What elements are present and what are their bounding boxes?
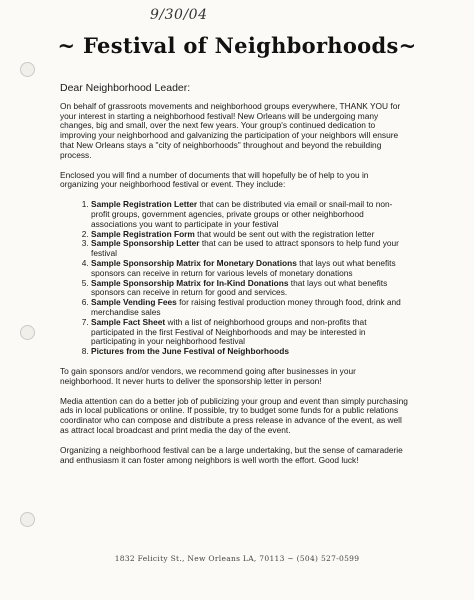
item-title: Sample Sponsorship Letter (91, 238, 200, 249)
binder-hole (20, 512, 35, 527)
binder-hole (20, 325, 35, 340)
sponsors-paragraph: To gain sponsors and/or vendors, we recommend going after businesses in your neighborhood. It never hurts to deliver the sponsorship letter in person! (60, 365, 356, 386)
item-title: Sample Sponsorship Matrix for Monetary Donations (91, 257, 297, 268)
closing-paragraph: Organizing a neighborhood festival can be a large undertaking, but the sense of camaraderie and enthusiasm it can foster among neighbors is well worth the effort. Good luck! (60, 444, 403, 465)
media-paragraph: Media attention can do a better job of publicizing your group and event than simply purchasing ads in local publications or online. If possible, try to budget some funds for a public relations coordinator who can compose and distribute a press release in advance of the event, as well as attract local broadcast and print media the day of the event. (60, 395, 408, 435)
item-description: that lays out what benefits sponsors can receive in return for various levels of monetary donations (91, 257, 396, 278)
salutation: Dear Neighborhood Leader: (60, 82, 191, 94)
list-item (91, 279, 408, 299)
item-title: Pictures from the June Festival of Neighborhoods (91, 346, 289, 357)
letterhead-title: ~ Festival of Neighborhoods~ (57, 33, 417, 58)
list-item (91, 298, 408, 318)
item-title: Sample Fact Sheet (91, 316, 166, 327)
enclosures-list (60, 200, 408, 357)
letter-body (60, 84, 408, 475)
item-title: Sample Sponsorship Matrix for In-Kind Donations (91, 277, 289, 288)
item-title: Sample Vending Fees (91, 297, 177, 308)
list-item (91, 200, 408, 229)
binder-hole (20, 62, 35, 77)
item-description: that would be sent out with the registration letter (194, 228, 375, 239)
address-footer: 1832 Felicity St., New Orleans LA, 70113 ~ (504) 527-0599 (114, 554, 360, 563)
list-item (91, 259, 408, 279)
list-item (91, 239, 408, 259)
item-description: for raising festival production money through food, drink and merchandise sales (91, 297, 401, 317)
item-description: that lays out what benefits sponsors can receive in return for good and services. (91, 277, 388, 298)
enclosures-paragraph: Enclosed you will find a number of documents that will hopefully be of help to you in organizing your neighborhood festival or event. They include: (60, 169, 369, 190)
item-description: with a list of neighborhood groups and non-profits that participated in the first Festival of Neighborhoods and may be interested in participating in your neighborhood festival (91, 316, 367, 347)
intro-paragraph: On behalf of grassroots movements and neighborhood groups everywhere, THANK YOU for your interest in starting a neighborhood festival! New Orleans will be undergoing many changes, big and small, over the next few years. Your group's continued dedication to improving your neighborhood and galvanizing the participation of your neighbors will ensure that New Orleans stays a "city of neighborhoods" throughout and beyond the rebuilding process. (60, 100, 401, 160)
item-description: that can be used to attract sponsors to help fund your festival (91, 238, 399, 259)
item-description: that can be distributed via email or snail-mail to non-profit groups, government agencies, private groups or other neighborhood associations you want to participate in your festival (91, 199, 393, 229)
list-item (91, 347, 408, 357)
list-item (91, 318, 408, 347)
item-title: Sample Registration Letter (91, 199, 198, 210)
item-title: Sample Registration Form (91, 228, 195, 239)
handwritten-date: 9/30/04 (150, 7, 208, 23)
